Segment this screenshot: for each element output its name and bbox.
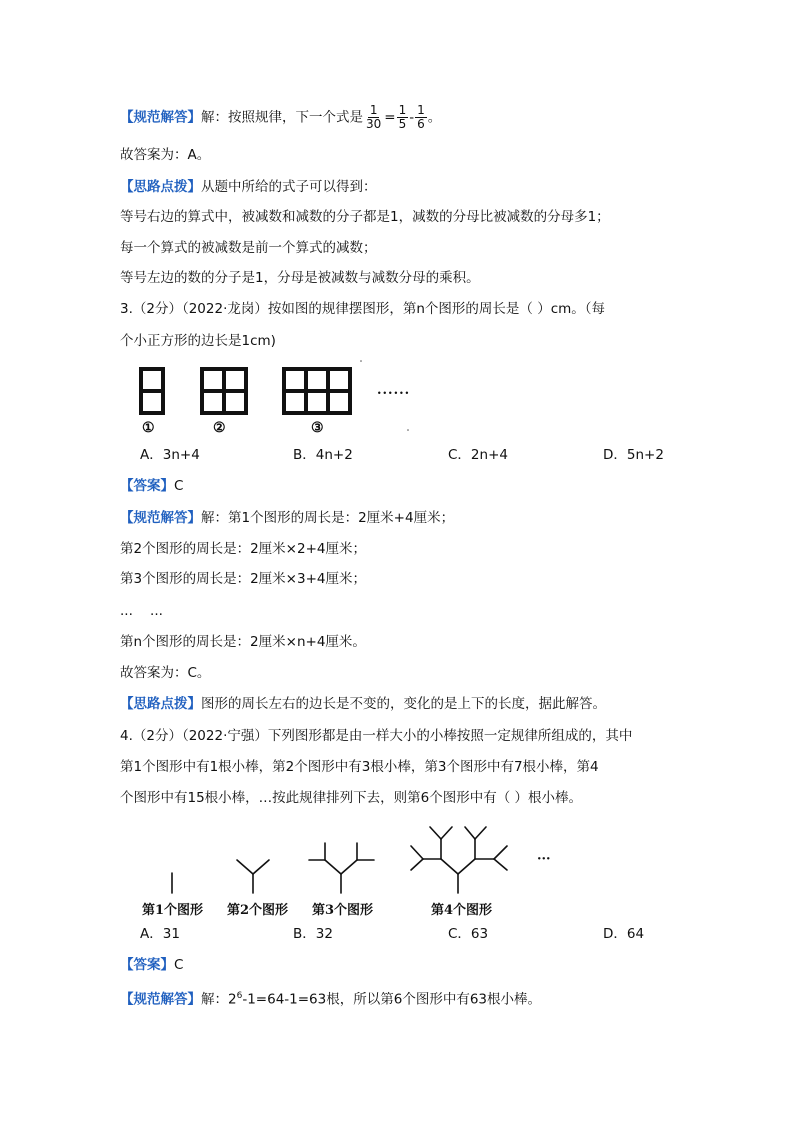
solution-tag: 【规范解答】 bbox=[120, 109, 201, 126]
solution-text: 解：第1个图形的周长是：2厘米+4厘米； bbox=[201, 510, 455, 526]
fraction-1-6: $\frac{1}{6}$ bbox=[417, 103, 425, 131]
q2-answer-line: 故答案为：A。 bbox=[120, 147, 211, 163]
answer-value: C bbox=[174, 957, 184, 973]
solution-text: 解：按照规律，下一个式是 bbox=[201, 109, 363, 126]
option-c: C．63 bbox=[448, 926, 489, 942]
q4-stem-line: 个图形中有15根小棒，…按此规律排列下去，则第6个图形中有（ ）根小棒。 bbox=[120, 790, 583, 806]
option-d: D．64 bbox=[603, 926, 645, 942]
q2-hint-detail: 等号右边的算式中，被减数和减数的分子都是1，减数的分母比被减数的分母多1； bbox=[120, 209, 610, 225]
hint-tag: 【思路点拨】 bbox=[120, 179, 201, 195]
figure-label: ① bbox=[142, 420, 155, 436]
hint-text: 从题中所给的式子可以得到： bbox=[201, 179, 377, 195]
q4-stem-line: 4.（2分）（2022·宁强）下列图形都是由一样大小的小棒按照一定规律所组成的，其中 bbox=[120, 728, 633, 744]
ellipsis: ··· bbox=[537, 852, 551, 867]
stick-figure-3 bbox=[309, 843, 374, 893]
figure-caption: 第2个图形 bbox=[227, 903, 289, 918]
figure-caption: 第3个图形 bbox=[312, 903, 374, 918]
q3-solution-line: 故答案为：C。 bbox=[120, 665, 211, 681]
figure-caption: 第4个图形 bbox=[431, 903, 493, 918]
option-b: B．4n+2 bbox=[293, 447, 353, 463]
q3-solution-line: 第n个图形的周长是：2厘米×n+4厘米。 bbox=[120, 634, 366, 650]
q3-solution-line: 第3个图形的周长是：2厘米×3+4厘米； bbox=[120, 571, 366, 587]
option-b: B．32 bbox=[293, 926, 333, 942]
exponent: 6 bbox=[236, 991, 243, 1001]
answer-value: C bbox=[174, 478, 184, 494]
option-c: C．2n+4 bbox=[448, 447, 508, 463]
option-a: A．3n+4 bbox=[140, 447, 200, 463]
solution-text: -1=64-1=63根，所以第6个图形中有63根小棒。 bbox=[242, 991, 541, 1008]
q3-solution-line: ... ... bbox=[120, 603, 163, 619]
fraction-1-5: $\frac{1}{5}$ bbox=[398, 103, 407, 131]
q2-hint-detail: 等号左边的数的分子是1，分母是被减数与减数分母的乘积。 bbox=[120, 270, 480, 286]
hint-tag: 【思路点拨】 bbox=[120, 696, 201, 712]
q3-stem-line: 3.（2分）（2022·龙岗）按如图的规律摆图形，第n个图形的周长是（ ）cm。（每 bbox=[120, 301, 606, 317]
q3-solution-line: 第2个图形的周长是：2厘米×2+4厘米； bbox=[120, 541, 366, 557]
figure-caption: 第1个图形 bbox=[142, 903, 204, 918]
fraction-1-30: $\frac{1}{30}$ bbox=[366, 103, 382, 131]
figure-label: ② bbox=[213, 420, 226, 436]
answer-tag: 【答案】 bbox=[120, 957, 174, 973]
stick-figure-4 bbox=[411, 827, 507, 893]
option-d: D．5n+2 bbox=[603, 447, 664, 463]
q3-stem-line: 个小正方形的边长是1cm) bbox=[120, 333, 276, 349]
stick-figure-2 bbox=[237, 860, 269, 893]
figure-label: ③ bbox=[311, 420, 324, 436]
q4-answer-line bbox=[120, 955, 183, 975]
q4-stem-line: 第1个图形中有1根小棒，第2个图形中有3根小棒，第3个图形中有7根小棒，第4 bbox=[120, 759, 599, 775]
ellipsis: ...... bbox=[377, 383, 411, 398]
q2-hint-detail: 每一个算式的被减数是前一个算式的减数； bbox=[120, 240, 377, 256]
solution-tag: 【规范解答】 bbox=[120, 510, 201, 526]
q4-solution-line bbox=[120, 986, 541, 1010]
answer-tag: 【答案】 bbox=[120, 478, 174, 494]
period: 。 bbox=[427, 109, 442, 126]
solution-text: 解：2 bbox=[201, 991, 237, 1008]
minus-sign: - bbox=[409, 109, 415, 126]
equals-sign: = bbox=[384, 109, 396, 126]
hint-text: 图形的周长左右的边长是不变的，变化的是上下的长度，据此解答。 bbox=[201, 696, 606, 712]
solution-tag: 【规范解答】 bbox=[120, 991, 201, 1008]
option-a: A．31 bbox=[140, 926, 180, 942]
